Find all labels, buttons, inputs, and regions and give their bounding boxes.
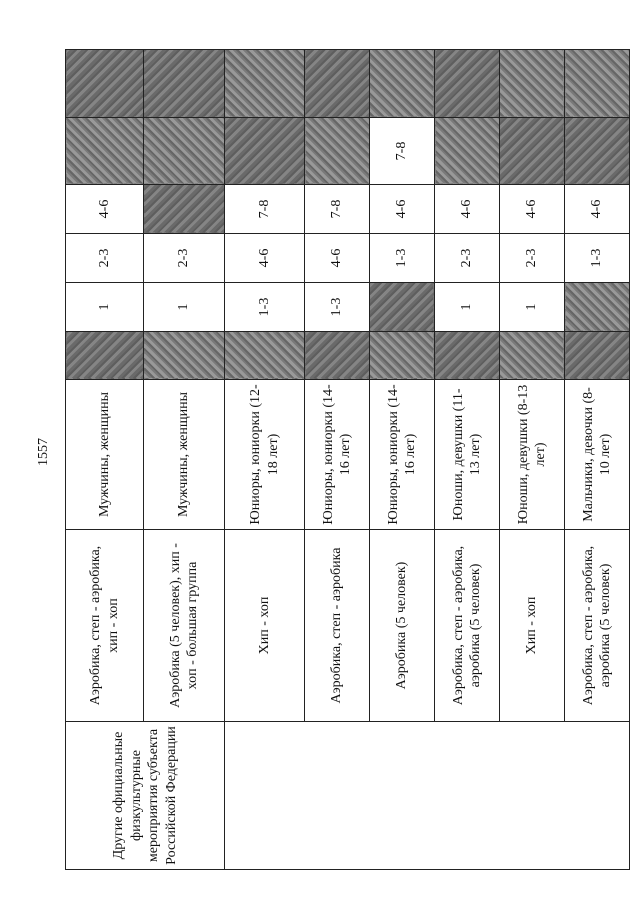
shaded-cell [435,332,500,380]
shaded-cell [225,50,305,118]
discipline-cell: Хип - хоп [225,530,305,722]
shaded-cell [144,332,225,380]
ranking-table [65,49,630,870]
table-row [369,50,435,870]
value-cell: 1 [435,283,500,332]
discipline-cell: Аэробика, степ - аэробика, хип - хоп [66,530,144,722]
table-row [435,50,500,870]
value-cell: 4-6 [565,185,630,234]
shaded-cell [305,332,370,380]
value-cell: 1 [144,283,225,332]
group-cell: Юниоры, юниорки (14-16 лет) [369,380,435,530]
empty-cell [369,722,435,870]
value-cell: 4-6 [369,185,435,234]
page-number: 1557 [36,438,51,466]
shaded-cell [66,332,144,380]
empty-cell [435,722,500,870]
shaded-cell [144,185,225,234]
shaded-cell [565,118,630,185]
value-cell: 1 [66,283,144,332]
shaded-cell [305,118,370,185]
value-cell: 7-8 [369,118,435,185]
shaded-cell [369,50,435,118]
value-cell: 1-3 [369,234,435,283]
table-row [305,50,370,870]
shaded-cell [305,50,370,118]
value-cell: 4-6 [225,234,305,283]
table-row [499,50,565,870]
shaded-cell [369,332,435,380]
shaded-cell [499,118,565,185]
group-cell: Юниоры, юниорки (12-18 лет) [225,380,305,530]
value-cell: 2-3 [499,234,565,283]
group-cell: Юноши, девушки (11-13 лет) [435,380,500,530]
shaded-cell [369,283,435,332]
shaded-cell [565,283,630,332]
group-cell: Юниоры, юниорки (14-16 лет) [305,380,370,530]
value-cell: 1-3 [305,283,370,332]
value-cell: 1-3 [565,234,630,283]
shaded-cell [499,50,565,118]
value-cell: 4-6 [305,234,370,283]
value-cell: 4-6 [435,185,500,234]
shaded-cell [66,50,144,118]
value-cell: 1-3 [225,283,305,332]
discipline-cell: Аэробика, степ - аэробика, аэробика (5 человек) [565,530,630,722]
value-cell: 2-3 [144,234,225,283]
first-column-cell: Другие официальные физкультурные мероприятия субъекта Российской Федерации [66,722,225,870]
shaded-cell [225,332,305,380]
value-cell: 4-6 [499,185,565,234]
shaded-cell [565,332,630,380]
discipline-cell: Хип - хоп [499,530,565,722]
table-row [66,50,144,870]
empty-cell [565,722,630,870]
shaded-cell [225,118,305,185]
group-cell: Мужчины, женщины [144,380,225,530]
shaded-cell [435,50,500,118]
shaded-cell [144,50,225,118]
discipline-cell: Аэробика (5 человек), хип - хоп - большая группа [144,530,225,722]
group-cell: Мужчины, женщины [66,380,144,530]
empty-cell [499,722,565,870]
table-row [565,50,630,870]
empty-cell [305,722,370,870]
value-cell: 7-8 [225,185,305,234]
value-cell: 1 [499,283,565,332]
shaded-cell [565,50,630,118]
rotated-table-wrapper [65,50,630,870]
discipline-cell: Аэробика, степ - аэробика [305,530,370,722]
table-row [225,50,305,870]
value-cell: 2-3 [66,234,144,283]
empty-cell [225,722,305,870]
shaded-cell [435,118,500,185]
shaded-cell [66,118,144,185]
group-cell: Мальчики, девочки (8-10 лет) [565,380,630,530]
shaded-cell [499,332,565,380]
value-cell: 4-6 [66,185,144,234]
discipline-cell: Аэробика, степ - аэробика, аэробика (5 человек) [435,530,500,722]
discipline-cell: Аэробика (5 человек) [369,530,435,722]
value-cell: 7-8 [305,185,370,234]
shaded-cell [144,118,225,185]
group-cell: Юноши, девушки (8-13 лет) [499,380,565,530]
value-cell: 2-3 [435,234,500,283]
